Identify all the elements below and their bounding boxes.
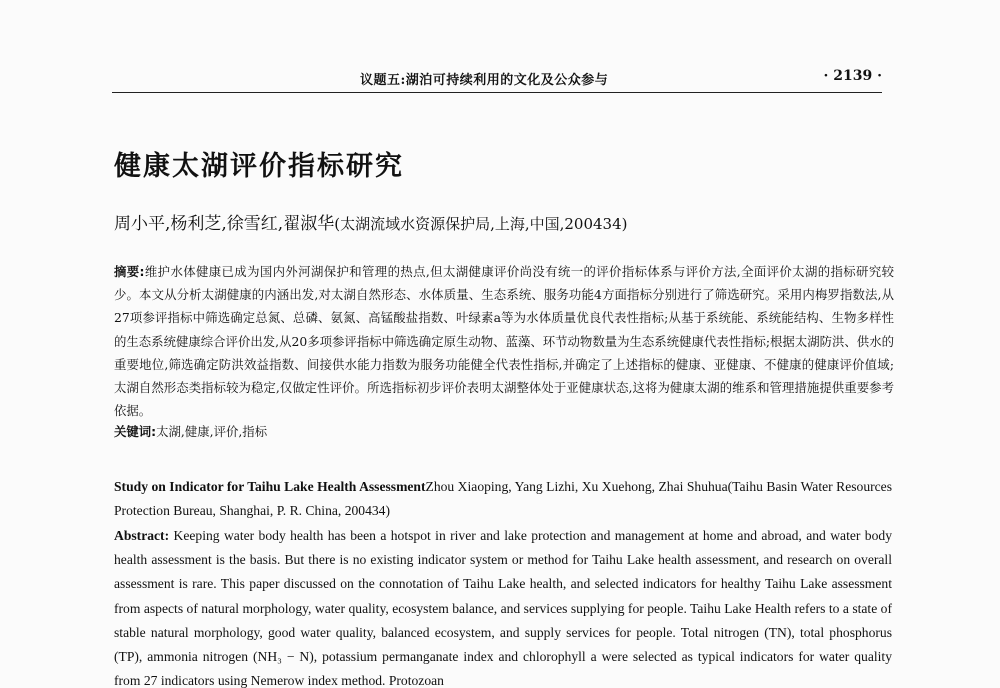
- header-rule: [112, 92, 882, 93]
- abstract-text: 维护水体健康已成为国内外河湖保护和管理的热点,但太湖健康评价尚没有统一的评价指标体系与评价方法,全面评价太湖的指标研究较少。本文从分析太湖健康的内涵出发,对太湖自然形态、水体质量、生态系统、服务功能4方面指标分别进行了筛选研究。采用内梅罗指数法,从27项参评指标中筛选确定总氮、总磷、氨氮、高锰酸盐指数、叶绿素a等为水体质量优良代表性指标;从基于系统能、系统能结构、生物多样性的生态系统健康综合评价出发,从20多项参评指标中筛选确定原生动物、蓝藻、环节动物数量为生态系统健康代表性指标;根据太湖防洪、供水的重要地位,筛选确定防洪效益指数、间接供水能力指数为服务功能健全代表性指标,并确定了上述指标的健康、亚健康、不健康的健康评价值域;太湖自然形态类指标较为稳定,仅做定性评价。所选指标初步评价表明太湖整体处于亚健康状态,这将为健康太湖的维系和管理措施提供重要参考依据。: [114, 264, 894, 419]
- author-names: 周小平,杨利芝,徐雪红,翟淑华: [114, 214, 335, 234]
- abstract-label: 摘要:: [114, 264, 145, 279]
- paper-title: 健康太湖评价指标研究: [114, 151, 404, 182]
- keywords-chinese: [114, 422, 267, 440]
- english-authors: Zhou Xiaoping, Yang Lizhi, Xu Xuehong, Zhai Shuhua(Taihu Basin Water Resources Protection Bureau, Shanghai, P. R. China, 200434): [114, 479, 893, 518]
- author-affiliation: (太湖流域水资源保护局,上海,中国,200434): [334, 215, 628, 233]
- english-title-block: [114, 475, 892, 523]
- english-abstract: [114, 524, 892, 688]
- running-header: [112, 67, 882, 89]
- abstract-chinese: [114, 260, 894, 422]
- english-abstract-label: Abstract:: [114, 528, 170, 543]
- keywords-label: 关键词:: [114, 424, 157, 439]
- page-number: · 2139 ·: [823, 68, 882, 84]
- english-abstract-text: Keeping water body health has been a hotspot in river and lake protection and management at home and abroad, and water body health assessment is the basis. But there is no existing indicator system or method for Taihu Lake health assessment, and research on overall assessment is rare. This paper discussed on the connotation of Taihu Lake health, and selected indicators for healthy Taihu Lake assessment from aspects of natural morphology, water quality, ecosystem balance, and services supplying for people. Taihu Lake Health refers to a state of stable natural morphology, good water quality, balanced ecosystem, and supply services for people. Total nitrogen (TN), total phosphorus (TP), ammonia nitrogen (NH₃ − N), potassium permanganate index and chlorophyll a were selected as typical indicators for water quality from 27 indicators using Nemerow index method. Protozoan: [114, 528, 892, 688]
- authors-chinese: [114, 209, 628, 234]
- english-title: Study on Indicator for Taihu Lake Health Assessment: [114, 479, 426, 494]
- keywords-text: 太湖,健康,评价,指标: [156, 424, 268, 439]
- running-title: 议题五:湖泊可持续利用的文化及公众参与: [360, 73, 609, 88]
